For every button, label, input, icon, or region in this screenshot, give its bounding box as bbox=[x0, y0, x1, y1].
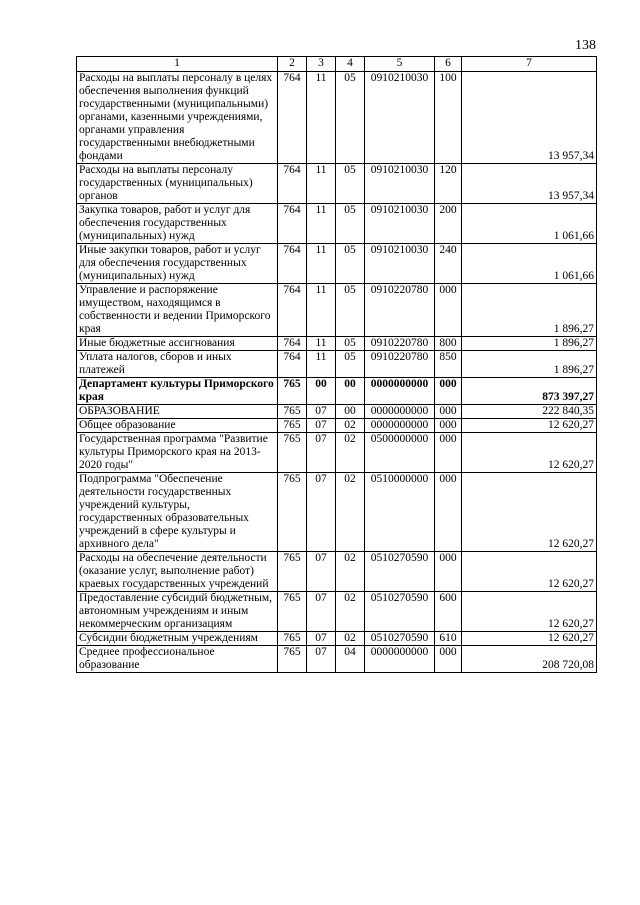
row-target-article-cell: 0910210030 bbox=[365, 164, 435, 204]
table-row bbox=[77, 204, 597, 244]
header-row bbox=[77, 57, 597, 72]
row-amount-cell: 222 840,35 bbox=[462, 405, 597, 419]
row-ministry-cell: 764 bbox=[278, 164, 307, 204]
table-row bbox=[77, 473, 597, 552]
col-header-6: 6 bbox=[435, 57, 462, 72]
row-section-cell: 07 bbox=[307, 473, 336, 552]
row-subsection-cell: 04 bbox=[336, 646, 365, 673]
row-section-cell: 07 bbox=[307, 419, 336, 433]
row-ministry-cell: 765 bbox=[278, 552, 307, 592]
row-target-article-cell: 0510000000 bbox=[365, 473, 435, 552]
row-subsection-cell: 00 bbox=[336, 405, 365, 419]
row-section-cell: 07 bbox=[307, 552, 336, 592]
row-target-article-cell: 0910210030 bbox=[365, 204, 435, 244]
row-amount-cell: 1 896,27 bbox=[462, 284, 597, 337]
table-row bbox=[77, 337, 597, 351]
row-expense-type-cell: 000 bbox=[435, 433, 462, 473]
table-row bbox=[77, 164, 597, 204]
row-subsection-cell: 02 bbox=[336, 433, 365, 473]
row-expense-type-cell: 850 bbox=[435, 351, 462, 378]
row-subsection-cell: 05 bbox=[336, 204, 365, 244]
row-target-article-cell: 0910210030 bbox=[365, 72, 435, 164]
row-target-article-cell: 0000000000 bbox=[365, 646, 435, 673]
row-subsection-cell: 02 bbox=[336, 419, 365, 433]
row-ministry-cell: 765 bbox=[278, 405, 307, 419]
table-row bbox=[77, 632, 597, 646]
table-row bbox=[77, 419, 597, 433]
row-ministry-cell: 764 bbox=[278, 337, 307, 351]
row-section-cell: 07 bbox=[307, 646, 336, 673]
row-amount-cell: 12 620,27 bbox=[462, 433, 597, 473]
row-expense-type-cell: 610 bbox=[435, 632, 462, 646]
row-ministry-cell: 765 bbox=[278, 433, 307, 473]
row-name-cell: Предоставление субсидий бюджетным, автономным учреждениям и иным некоммерческим организациям bbox=[77, 592, 278, 632]
row-expense-type-cell: 000 bbox=[435, 473, 462, 552]
row-name-cell: Департамент культуры Приморского края bbox=[77, 378, 278, 405]
row-amount-cell: 1 896,27 bbox=[462, 337, 597, 351]
row-section-cell: 11 bbox=[307, 164, 336, 204]
table-row bbox=[77, 72, 597, 164]
row-subsection-cell: 02 bbox=[336, 632, 365, 646]
row-amount-cell: 13 957,34 bbox=[462, 72, 597, 164]
row-subsection-cell: 05 bbox=[336, 72, 365, 164]
row-section-cell: 00 bbox=[307, 378, 336, 405]
row-amount-cell: 208 720,08 bbox=[462, 646, 597, 673]
table-row bbox=[77, 433, 597, 473]
row-target-article-cell: 0910220780 bbox=[365, 337, 435, 351]
col-header-2: 2 bbox=[278, 57, 307, 72]
table-row bbox=[77, 284, 597, 337]
row-expense-type-cell: 800 bbox=[435, 337, 462, 351]
row-amount-cell: 1 061,66 bbox=[462, 204, 597, 244]
row-subsection-cell: 05 bbox=[336, 164, 365, 204]
row-subsection-cell: 02 bbox=[336, 473, 365, 552]
row-target-article-cell: 0500000000 bbox=[365, 433, 435, 473]
row-expense-type-cell: 100 bbox=[435, 72, 462, 164]
row-expense-type-cell: 000 bbox=[435, 552, 462, 592]
row-name-cell: Расходы на выплаты персоналу государственных (муниципальных) органов bbox=[77, 164, 278, 204]
row-ministry-cell: 765 bbox=[278, 646, 307, 673]
row-section-cell: 11 bbox=[307, 337, 336, 351]
col-header-4: 4 bbox=[336, 57, 365, 72]
row-ministry-cell: 765 bbox=[278, 473, 307, 552]
row-expense-type-cell: 000 bbox=[435, 419, 462, 433]
table-row bbox=[77, 351, 597, 378]
row-subsection-cell: 02 bbox=[336, 552, 365, 592]
row-name-cell: Уплата налогов, сборов и иных платежей bbox=[77, 351, 278, 378]
row-amount-cell: 1 061,66 bbox=[462, 244, 597, 284]
row-name-cell: ОБРАЗОВАНИЕ bbox=[77, 405, 278, 419]
row-section-cell: 11 bbox=[307, 351, 336, 378]
row-amount-cell: 13 957,34 bbox=[462, 164, 597, 204]
row-section-cell: 07 bbox=[307, 632, 336, 646]
row-section-cell: 11 bbox=[307, 284, 336, 337]
row-ministry-cell: 764 bbox=[278, 351, 307, 378]
row-ministry-cell: 765 bbox=[278, 632, 307, 646]
row-name-cell: Среднее профессиональное образование bbox=[77, 646, 278, 673]
budget-table bbox=[76, 56, 597, 673]
row-expense-type-cell: 000 bbox=[435, 405, 462, 419]
row-expense-type-cell: 240 bbox=[435, 244, 462, 284]
col-header-5: 5 bbox=[365, 57, 435, 72]
row-expense-type-cell: 200 bbox=[435, 204, 462, 244]
row-amount-cell: 12 620,27 bbox=[462, 552, 597, 592]
row-ministry-cell: 765 bbox=[278, 419, 307, 433]
row-ministry-cell: 765 bbox=[278, 378, 307, 405]
row-target-article-cell: 0000000000 bbox=[365, 378, 435, 405]
col-header-3: 3 bbox=[307, 57, 336, 72]
page-number: 138 bbox=[575, 38, 596, 53]
row-expense-type-cell: 600 bbox=[435, 592, 462, 632]
row-subsection-cell: 05 bbox=[336, 244, 365, 284]
row-amount-cell: 12 620,27 bbox=[462, 592, 597, 632]
row-section-cell: 11 bbox=[307, 244, 336, 284]
row-subsection-cell: 02 bbox=[336, 592, 365, 632]
table-row bbox=[77, 646, 597, 673]
row-target-article-cell: 0000000000 bbox=[365, 419, 435, 433]
table-row bbox=[77, 405, 597, 419]
table-row bbox=[77, 244, 597, 284]
row-name-cell: Субсидии бюджетным учреждениям bbox=[77, 632, 278, 646]
row-amount-cell: 1 896,27 bbox=[462, 351, 597, 378]
table-row bbox=[77, 592, 597, 632]
row-name-cell: Расходы на обеспечение деятельности (оказание услуг, выполнение работ) краевых государственных учреждений bbox=[77, 552, 278, 592]
row-ministry-cell: 764 bbox=[278, 284, 307, 337]
row-target-article-cell: 0510270590 bbox=[365, 592, 435, 632]
row-ministry-cell: 764 bbox=[278, 244, 307, 284]
row-ministry-cell: 764 bbox=[278, 72, 307, 164]
row-target-article-cell: 0510270590 bbox=[365, 552, 435, 592]
row-section-cell: 07 bbox=[307, 405, 336, 419]
row-amount-cell: 12 620,27 bbox=[462, 419, 597, 433]
row-target-article-cell: 0910220780 bbox=[365, 351, 435, 378]
row-amount-cell: 12 620,27 bbox=[462, 473, 597, 552]
row-section-cell: 07 bbox=[307, 592, 336, 632]
row-name-cell: Управление и распоряжение имуществом, находящимся в собственности и ведении Приморского края bbox=[77, 284, 278, 337]
row-expense-type-cell: 000 bbox=[435, 378, 462, 405]
row-name-cell: Иные закупки товаров, работ и услуг для обеспечения государственных (муниципальных) нужд bbox=[77, 244, 278, 284]
row-section-cell: 07 bbox=[307, 433, 336, 473]
row-target-article-cell: 0910220780 bbox=[365, 284, 435, 337]
row-amount-cell: 873 397,27 bbox=[462, 378, 597, 405]
row-target-article-cell: 0510270590 bbox=[365, 632, 435, 646]
row-name-cell: Общее образование bbox=[77, 419, 278, 433]
row-subsection-cell: 05 bbox=[336, 284, 365, 337]
row-target-article-cell: 0910210030 bbox=[365, 244, 435, 284]
table-row bbox=[77, 552, 597, 592]
col-header-7: 7 bbox=[462, 57, 597, 72]
row-subsection-cell: 05 bbox=[336, 351, 365, 378]
row-name-cell: Закупка товаров, работ и услуг для обеспечения государственных (муниципальных) нужд bbox=[77, 204, 278, 244]
row-name-cell: Подпрограмма "Обеспечение деятельности государственных учреждений культуры, государственных образовательных учреждений в сфере культуры и архивного дела" bbox=[77, 473, 278, 552]
row-name-cell: Расходы на выплаты персоналу в целях обеспечения выполнения функций государственными (муниципальными) органами, казенными учреждениями, органами управления государственными внебюджетными фондами bbox=[77, 72, 278, 164]
row-name-cell: Иные бюджетные ассигнования bbox=[77, 337, 278, 351]
table-row bbox=[77, 378, 597, 405]
col-header-1: 1 bbox=[77, 57, 278, 72]
row-subsection-cell: 00 bbox=[336, 378, 365, 405]
row-target-article-cell: 0000000000 bbox=[365, 405, 435, 419]
row-ministry-cell: 764 bbox=[278, 204, 307, 244]
row-section-cell: 11 bbox=[307, 204, 336, 244]
row-amount-cell: 12 620,27 bbox=[462, 632, 597, 646]
row-name-cell: Государственная программа "Развитие культуры Приморского края на 2013-2020 годы" bbox=[77, 433, 278, 473]
row-subsection-cell: 05 bbox=[336, 337, 365, 351]
row-expense-type-cell: 000 bbox=[435, 646, 462, 673]
row-expense-type-cell: 120 bbox=[435, 164, 462, 204]
row-ministry-cell: 765 bbox=[278, 592, 307, 632]
row-expense-type-cell: 000 bbox=[435, 284, 462, 337]
row-section-cell: 11 bbox=[307, 72, 336, 164]
